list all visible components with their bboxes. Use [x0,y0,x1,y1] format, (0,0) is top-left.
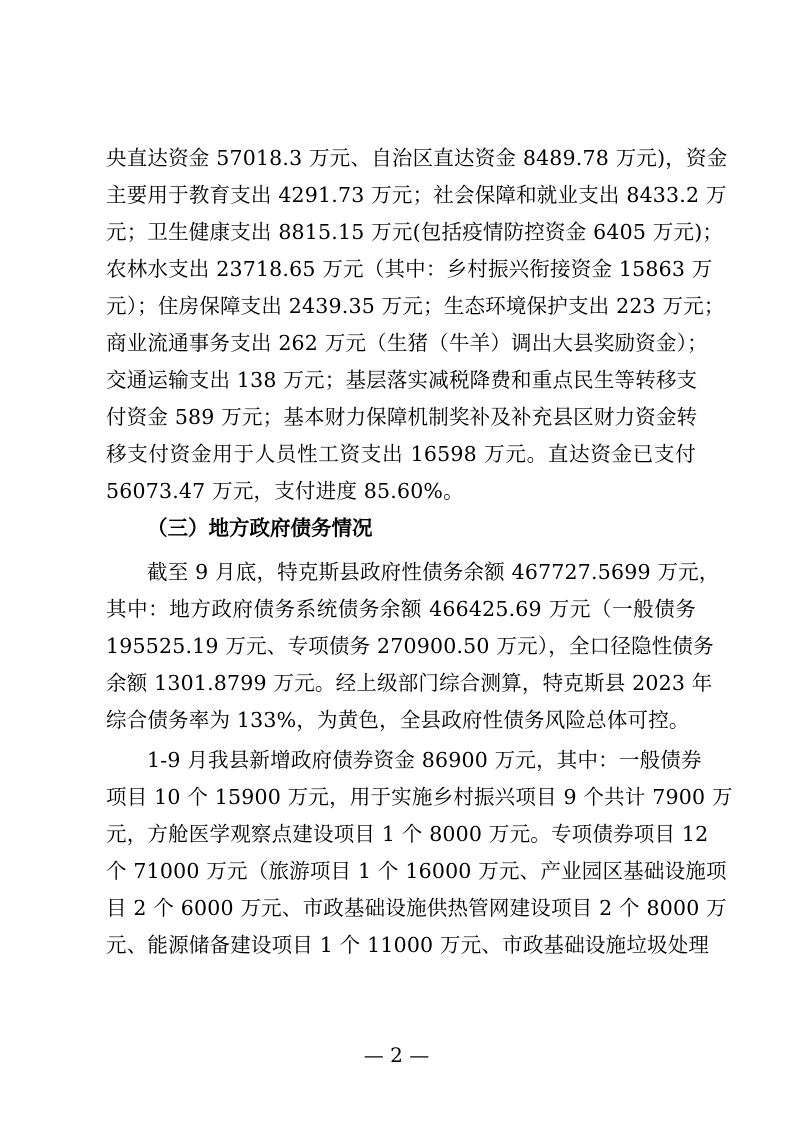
paragraph-line: 元、能源储备建设项目 1 个 11000 万元、市政基础设施垃圾处理 [106,933,710,957]
paragraph-line: 56073.47 万元，支付进度 85.60%。 [106,479,464,503]
paragraph-line: 元，方舱医学观察点建设项目 1 个 8000 万元。专项债券项目 12 [106,822,709,846]
paragraph-line: 1-9 月我县新增政府债券资金 86900 万元，其中：一般债券 [147,748,702,772]
paragraph-line: 农林水支出 23718.65 万元（其中：乡村振兴衔接资金 15863 万 [106,257,713,281]
paragraph-line: 其中：地方政府债务系统债务余额 466425.69 万元（一般债务 [106,597,696,621]
paragraph-line: 综合债务率为 133%，为黄色，全县政府性债务风险总体可控。 [106,708,690,732]
paragraph-line: 交通运输支出 138 万元；基层落实减税降费和重点民生等转移支 [106,368,698,392]
paragraph-line: 个 71000 万元（旅游项目 1 个 16000 万元、产业园区基础设施项 [106,859,727,883]
paragraph-line: 截至 9 月底，特克斯县政府性债务余额 467727.5699 万元， [147,560,720,584]
page-number: — 2 — [363,1043,430,1067]
paragraph-line: 付资金 589 万元；基本财力保障机制奖补及补充县区财力资金转 [106,405,698,429]
paragraph-line: 元；卫生健康支出 8815.15 万元(包括疫情防控资金 6405 万元)； [106,220,724,244]
paragraph-line: 目 2 个 6000 万元、市政基础设施供热管网建设项目 2 个 8000 万 [106,896,727,920]
paragraph-line: 央直达资金 57018.3 万元、自治区直达资金 8489.78 万元)，资金 [106,146,728,170]
section-heading: （三）地方政府债务情况 [147,516,373,540]
paragraph-line: 元）；住房保障支出 2439.35 万元；生态环境保护支出 223 万元； [106,294,725,318]
paragraph-line: 项目 10 个 15900 万元，用于实施乡村振兴项目 9 个共计 7900 万 [106,785,733,809]
paragraph-line: 商业流通事务支出 262 万元（生猪（牛羊）调出大县奖励资金）； [106,331,708,355]
paragraph-line: 主要用于教育支出 4291.73 万元；社会保障和就业支出 8433.2 万 [106,183,727,207]
paragraph-line: 余额 1301.8799 万元。经上级部门综合测算，特克斯县 2023 年 [106,671,713,695]
paragraph-line: 195525.19 万元、专项债务 270900.50 万元），全口径隐性债务 [106,634,714,658]
paragraph-line: 移支付资金用于人员性工资支出 16598 万元。直达资金已支付 [106,442,696,466]
